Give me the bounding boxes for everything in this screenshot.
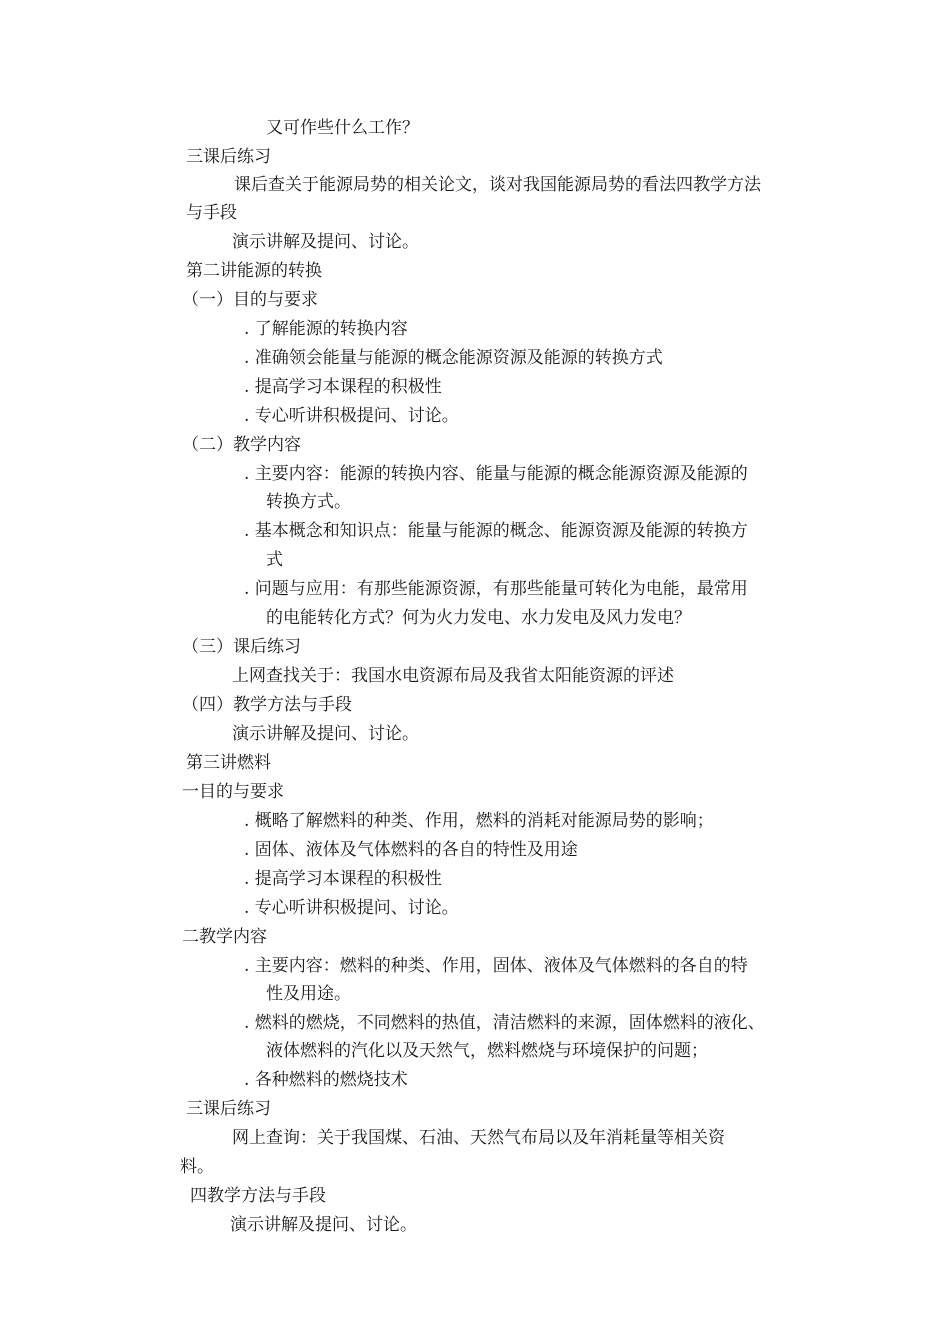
list-item: . 提高学习本课程的积极性 [244,377,442,397]
text-line: 课后查关于能源局势的相关论文，谈对我国能源局势的看法四教学方法 [234,175,761,195]
list-item: . 问题与应用：有那些能源资源，有那些能量可转化为电能，最常用 [244,579,748,599]
list-item: . 基本概念和知识点：能量与能源的概念、能源资源及能源的转换方 [244,521,748,541]
text-line: 演示讲解及提问、讨论。 [230,1215,417,1235]
list-item: . 专心听讲积极提问、讨论。 [244,898,459,918]
list-item-continuation: 性及用途。 [266,984,351,1004]
list-item: . 主要内容：能源的转换内容、能量与能源的概念能源资源及能源的 [244,464,748,484]
list-item: . 专心听讲积极提问、讨论。 [244,406,459,426]
list-item: . 提高学习本课程的积极性 [244,869,442,889]
section-heading: 一目的与要求 [182,782,284,802]
list-item-continuation: 转换方式。 [266,492,351,512]
lecture-heading: 第三讲燃料 [186,753,271,773]
section-heading: 三课后练习 [186,147,271,167]
section-heading: 四教学方法与手段 [190,1186,326,1206]
list-item-continuation: 液体燃料的汽化以及天然气，燃料燃烧与环境保护的问题； [266,1041,708,1061]
section-heading: （四）教学方法与手段 [182,695,352,715]
list-item: . 了解能源的转换内容 [244,319,408,339]
text-line: 演示讲解及提问、讨论。 [232,724,419,744]
list-item-continuation: 式 [266,550,283,570]
list-item: . 主要内容：燃料的种类、作用，固体、液体及气体燃料的各自的特 [244,956,748,976]
text-line: 料。 [180,1157,214,1177]
text-line: 上网查找关于：我国水电资源布局及我省太阳能资源的评述 [232,666,674,686]
list-item-continuation: 的电能转化方式？何为火力发电、水力发电及风力发电？ [266,608,691,628]
text-line: 与手段 [186,203,237,223]
list-item: . 概略了解燃料的种类、作用，燃料的消耗对能源局势的影响； [244,811,714,831]
list-item: . 各种燃料的燃烧技术 [244,1070,408,1090]
list-item: . 燃料的燃烧，不同燃料的热值，清洁燃料的来源，固体燃料的液化、 [244,1013,765,1033]
list-item: . 准确领会能量与能源的概念能源资源及能源的转换方式 [244,348,663,368]
section-heading: （二）教学内容 [182,435,301,455]
text-line: 又可作些什么工作？ [266,118,419,138]
section-heading: 三课后练习 [186,1099,271,1119]
text-line: 网上查询：关于我国煤、石油、天然气布局以及年消耗量等相关资 [232,1128,725,1148]
section-heading: 二教学内容 [182,927,267,947]
section-heading: （一）目的与要求 [182,290,318,310]
section-heading: （三）课后练习 [182,637,301,657]
text-line: 演示讲解及提问、讨论。 [232,232,419,252]
list-item: . 固体、液体及气体燃料的各自的特性及用途 [244,840,578,860]
lecture-heading: 第二讲能源的转换 [186,261,322,281]
